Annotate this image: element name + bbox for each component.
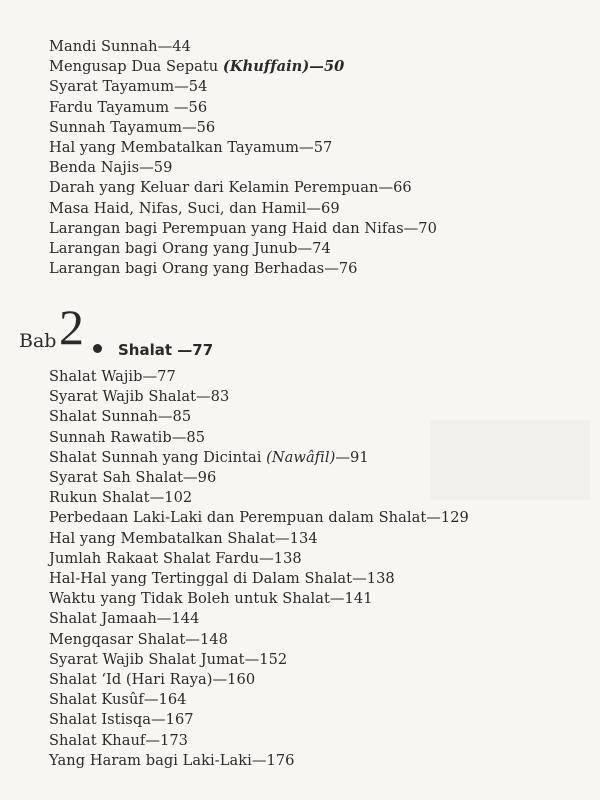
toc-entry: Shalat Sunnah—85 xyxy=(49,408,192,426)
toc-entry: Waktu yang Tidak Boleh untuk Shalat—141 xyxy=(49,590,373,608)
toc-entry: Yang Haram bagi Laki-Laki—176 xyxy=(49,751,295,769)
toc-entry: Mengusap Dua Sepatu (Khuffain)—50 xyxy=(49,58,345,76)
toc-entry: Larangan bagi Orang yang Berhadas—76 xyxy=(49,260,358,278)
toc-entry: Hal yang Membatalkan Tayamum—57 xyxy=(49,139,333,157)
toc-entry: Shalat Wajib—77 xyxy=(49,368,176,385)
toc-entry: Shalat Kusûf—164 xyxy=(49,691,187,709)
toc-entry: Rukun Shalat—102 xyxy=(49,489,193,507)
toc-entry: Shalat Istisqa—167 xyxy=(49,711,194,729)
toc-entry: Jumlah Rakaat Shalat Fardu—138 xyxy=(49,549,302,567)
toc-list-top xyxy=(49,37,437,279)
toc-entry: Shalat Khauf—173 xyxy=(49,731,189,749)
chapter-number: 2 xyxy=(59,299,84,355)
toc-entry: Shalat Sunnah yang Dicintai (Nawâfil)—91 xyxy=(49,448,369,466)
toc-entry: Hal-Hal yang Tertinggal di Dalam Shalat—138 xyxy=(49,570,395,588)
toc-entry: Darah yang Keluar dari Kelamin Perempuan—66 xyxy=(49,179,412,197)
toc-entry: Sunnah Tayamum—56 xyxy=(49,118,216,136)
toc-entry: Shalat ‘Id (Hari Raya)—160 xyxy=(49,671,256,689)
toc-entry: Syarat Sah Shalat—96 xyxy=(49,469,217,487)
toc-entry: Syarat Wajib Shalat Jumat—152 xyxy=(49,650,288,668)
toc-entry: Shalat Jamaah—144 xyxy=(49,610,200,628)
toc-entry: Fardu Tayamum —56 xyxy=(49,98,208,116)
toc-entry: Mengqasar Shalat—148 xyxy=(49,630,228,648)
chapter-title: Shalat —77 xyxy=(118,341,214,359)
toc-entry: Masa Haid, Nifas, Suci, dan Hamil—69 xyxy=(49,199,340,217)
toc-entry: Benda Najis—59 xyxy=(49,159,173,177)
toc-entry: Sunnah Rawatib—85 xyxy=(49,428,206,446)
toc-list-bottom xyxy=(49,367,469,771)
toc-entry: Hal yang Membatalkan Shalat—134 xyxy=(49,529,318,547)
toc-entry: Larangan bagi Perempuan yang Haid dan Nifas—70 xyxy=(49,219,437,237)
chapter-label: Bab xyxy=(19,330,57,352)
toc-entry: Syarat Tayamum—54 xyxy=(49,78,208,96)
toc-entry-italic: (Nawâfil) xyxy=(266,448,336,466)
chapter-number-dot xyxy=(93,344,102,353)
toc-entry: Syarat Wajib Shalat—83 xyxy=(49,388,230,406)
toc-entry: Perbedaan Laki-Laki dan Perempuan dalam Shalat—129 xyxy=(49,509,469,527)
toc-entry: Larangan bagi Orang yang Junub—74 xyxy=(49,240,331,258)
toc-entry-italic: (Khuffain)—50 xyxy=(222,58,345,76)
toc-entry: Mandi Sunnah—44 xyxy=(49,38,191,55)
